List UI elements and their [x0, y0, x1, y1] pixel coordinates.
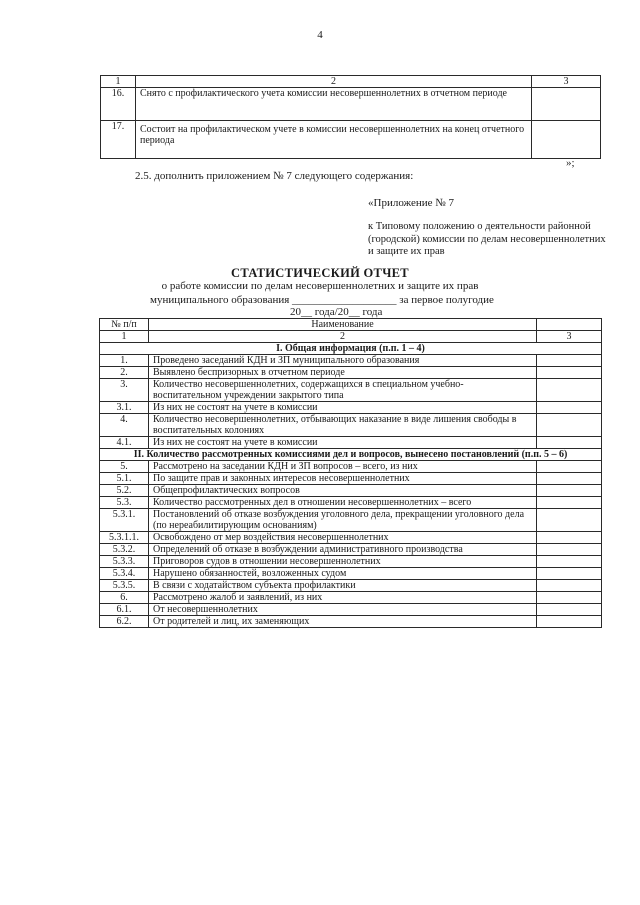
row-value	[537, 532, 602, 544]
row-value	[532, 88, 601, 121]
row-text: Освобождено от мер воздействия несовершеннолетних	[149, 532, 537, 544]
row-text: Постановлений об отказе возбуждения уголовного дела, прекращении уголовного дела (по нереабилитирующим основаниям)	[149, 509, 537, 532]
table-header-row	[101, 76, 601, 88]
table-row	[100, 485, 602, 497]
table-row	[100, 402, 602, 414]
row-value	[537, 473, 602, 485]
report-title: СТАТИСТИЧЕСКИЙ ОТЧЕТ	[231, 266, 409, 280]
row-text: Из них не состоят на учете в комиссии	[149, 437, 537, 449]
table-row	[100, 509, 602, 532]
row-text: Количество рассмотренных дел в отношении несовершеннолетних – всего	[149, 497, 537, 509]
row-number: 5.3.4.	[100, 568, 149, 580]
section-header-1	[100, 343, 602, 355]
section-2-rows	[100, 461, 602, 628]
row-value	[537, 556, 602, 568]
row-text: Рассмотрено на заседании КДН и ЗП вопросов – всего, из них	[149, 461, 537, 473]
table-row	[100, 556, 602, 568]
table-row	[100, 461, 602, 473]
row-text: Снято с профилактического учета комиссии несовершеннолетних в отчетном периоде	[136, 88, 532, 121]
report-subtitle-line1: о работе комиссии по делам несовершеннолетних и защите их прав	[161, 280, 479, 292]
row-text: От несовершеннолетних	[149, 604, 537, 616]
table-row	[100, 544, 602, 556]
table-row	[100, 437, 602, 449]
table-row	[100, 616, 602, 628]
table-row	[100, 379, 602, 402]
row-value	[537, 485, 602, 497]
col-value-header: 3	[532, 76, 601, 88]
row-value	[537, 544, 602, 556]
col-value-index: 3	[537, 331, 602, 343]
table-header-row	[100, 319, 602, 331]
section-header-2	[100, 449, 602, 461]
row-text: Приговоров судов в отношении несовершеннолетних	[149, 556, 537, 568]
continued-table	[100, 75, 601, 159]
table-row	[100, 568, 602, 580]
row-text: В связи с ходатайством субъекта профилактики	[149, 580, 537, 592]
row-number: 6.2.	[100, 616, 149, 628]
row-number: 4.	[100, 414, 149, 437]
row-number: 2.	[100, 367, 149, 379]
row-number: 5.3.	[100, 497, 149, 509]
table-row	[100, 497, 602, 509]
row-value	[537, 437, 602, 449]
row-value	[537, 379, 602, 402]
table-row	[100, 355, 602, 367]
row-number: 5.3.5.	[100, 580, 149, 592]
row-value	[537, 616, 602, 628]
row-number: 6.	[100, 592, 149, 604]
appendix-subtitle: к Типовому положению о деятельности районной (городской) комиссии по делам несовершеннолетних и защите их прав	[368, 221, 606, 257]
row-number: 3.1.	[100, 402, 149, 414]
row-text: По защите прав и законных интересов несовершеннолетних	[149, 473, 537, 485]
row-text: Выявлено беспризорных в отчетном периоде	[149, 367, 537, 379]
paragraph-2-5: 2.5. дополнить приложением № 7 следующего содержания:	[135, 170, 414, 182]
row-value	[537, 497, 602, 509]
row-value	[537, 414, 602, 437]
table-row	[100, 604, 602, 616]
row-value	[537, 509, 602, 532]
row-value	[537, 402, 602, 414]
row-value	[537, 592, 602, 604]
row-number: 16.	[101, 88, 136, 121]
row-value	[537, 355, 602, 367]
section-title: I. Общая информация (п.п. 1 – 4)	[100, 343, 602, 355]
row-text: Количество несовершеннолетних, отбывающих наказание в виде лишения свободы в воспитательных колониях	[149, 414, 537, 437]
table-row	[101, 121, 601, 159]
row-text: От родителей и лиц, их заменяющих	[149, 616, 537, 628]
row-value	[537, 580, 602, 592]
table-row	[100, 532, 602, 544]
row-number: 5.3.3.	[100, 556, 149, 568]
row-value	[537, 604, 602, 616]
row-number: 5.3.1.1.	[100, 532, 149, 544]
col-num-index: 1	[100, 331, 149, 343]
appendix-title: «Приложение № 7	[368, 197, 455, 209]
table-row	[100, 414, 602, 437]
report-table	[99, 318, 602, 628]
row-number: 5.	[100, 461, 149, 473]
row-text: Проведено заседаний КДН и ЗП муниципального образования	[149, 355, 537, 367]
col-name-header: 2	[136, 76, 532, 88]
row-value	[532, 121, 601, 159]
row-number: 5.1.	[100, 473, 149, 485]
section-1-rows	[100, 355, 602, 449]
closing-quote: »;	[566, 157, 575, 169]
row-value	[537, 568, 602, 580]
table-row	[100, 592, 602, 604]
row-text: Нарушено обязанностей, возложенных судом	[149, 568, 537, 580]
report-subtitle-line2: муниципального образования ___________________ за первое полугодие	[150, 294, 494, 306]
row-number: 3.	[100, 379, 149, 402]
table-row	[101, 88, 601, 121]
row-number: 1.	[100, 355, 149, 367]
row-number: 6.1.	[100, 604, 149, 616]
row-number: 5.2.	[100, 485, 149, 497]
row-value	[537, 461, 602, 473]
row-value	[537, 367, 602, 379]
row-number: 4.1.	[100, 437, 149, 449]
row-number: 5.3.1.	[100, 509, 149, 532]
table-row	[100, 367, 602, 379]
col-name-header: Наименование	[149, 319, 537, 331]
page-number: 4	[317, 29, 323, 41]
col-num-header: № п/п	[100, 319, 149, 331]
row-number: 17.	[101, 121, 136, 159]
row-text: Общепрофилактических вопросов	[149, 485, 537, 497]
row-number: 5.3.2.	[100, 544, 149, 556]
section-title: II. Количество рассмотренных комиссиями дел и вопросов, вынесено постановлений (п.п. 5 – 6)	[100, 449, 602, 461]
col-name-index: 2	[149, 331, 537, 343]
row-text: Состоит на профилактическом учете в комиссии несовершеннолетних на конец отчетного периода	[136, 121, 532, 159]
table-row	[100, 473, 602, 485]
table-row	[100, 580, 602, 592]
col-value-header	[537, 319, 602, 331]
col-num-header: 1	[101, 76, 136, 88]
table-numbers-row	[100, 331, 602, 343]
row-text: Количество несовершеннолетних, содержащихся в специальном учебно-воспитательном учреждении закрытого типа	[149, 379, 537, 402]
row-text: Из них не состоят на учете в комиссии	[149, 402, 537, 414]
row-text: Определений об отказе в возбуждении административного производства	[149, 544, 537, 556]
report-subtitle-line3: 20__ года/20__ года	[290, 306, 383, 318]
row-text: Рассмотрено жалоб и заявлений, из них	[149, 592, 537, 604]
